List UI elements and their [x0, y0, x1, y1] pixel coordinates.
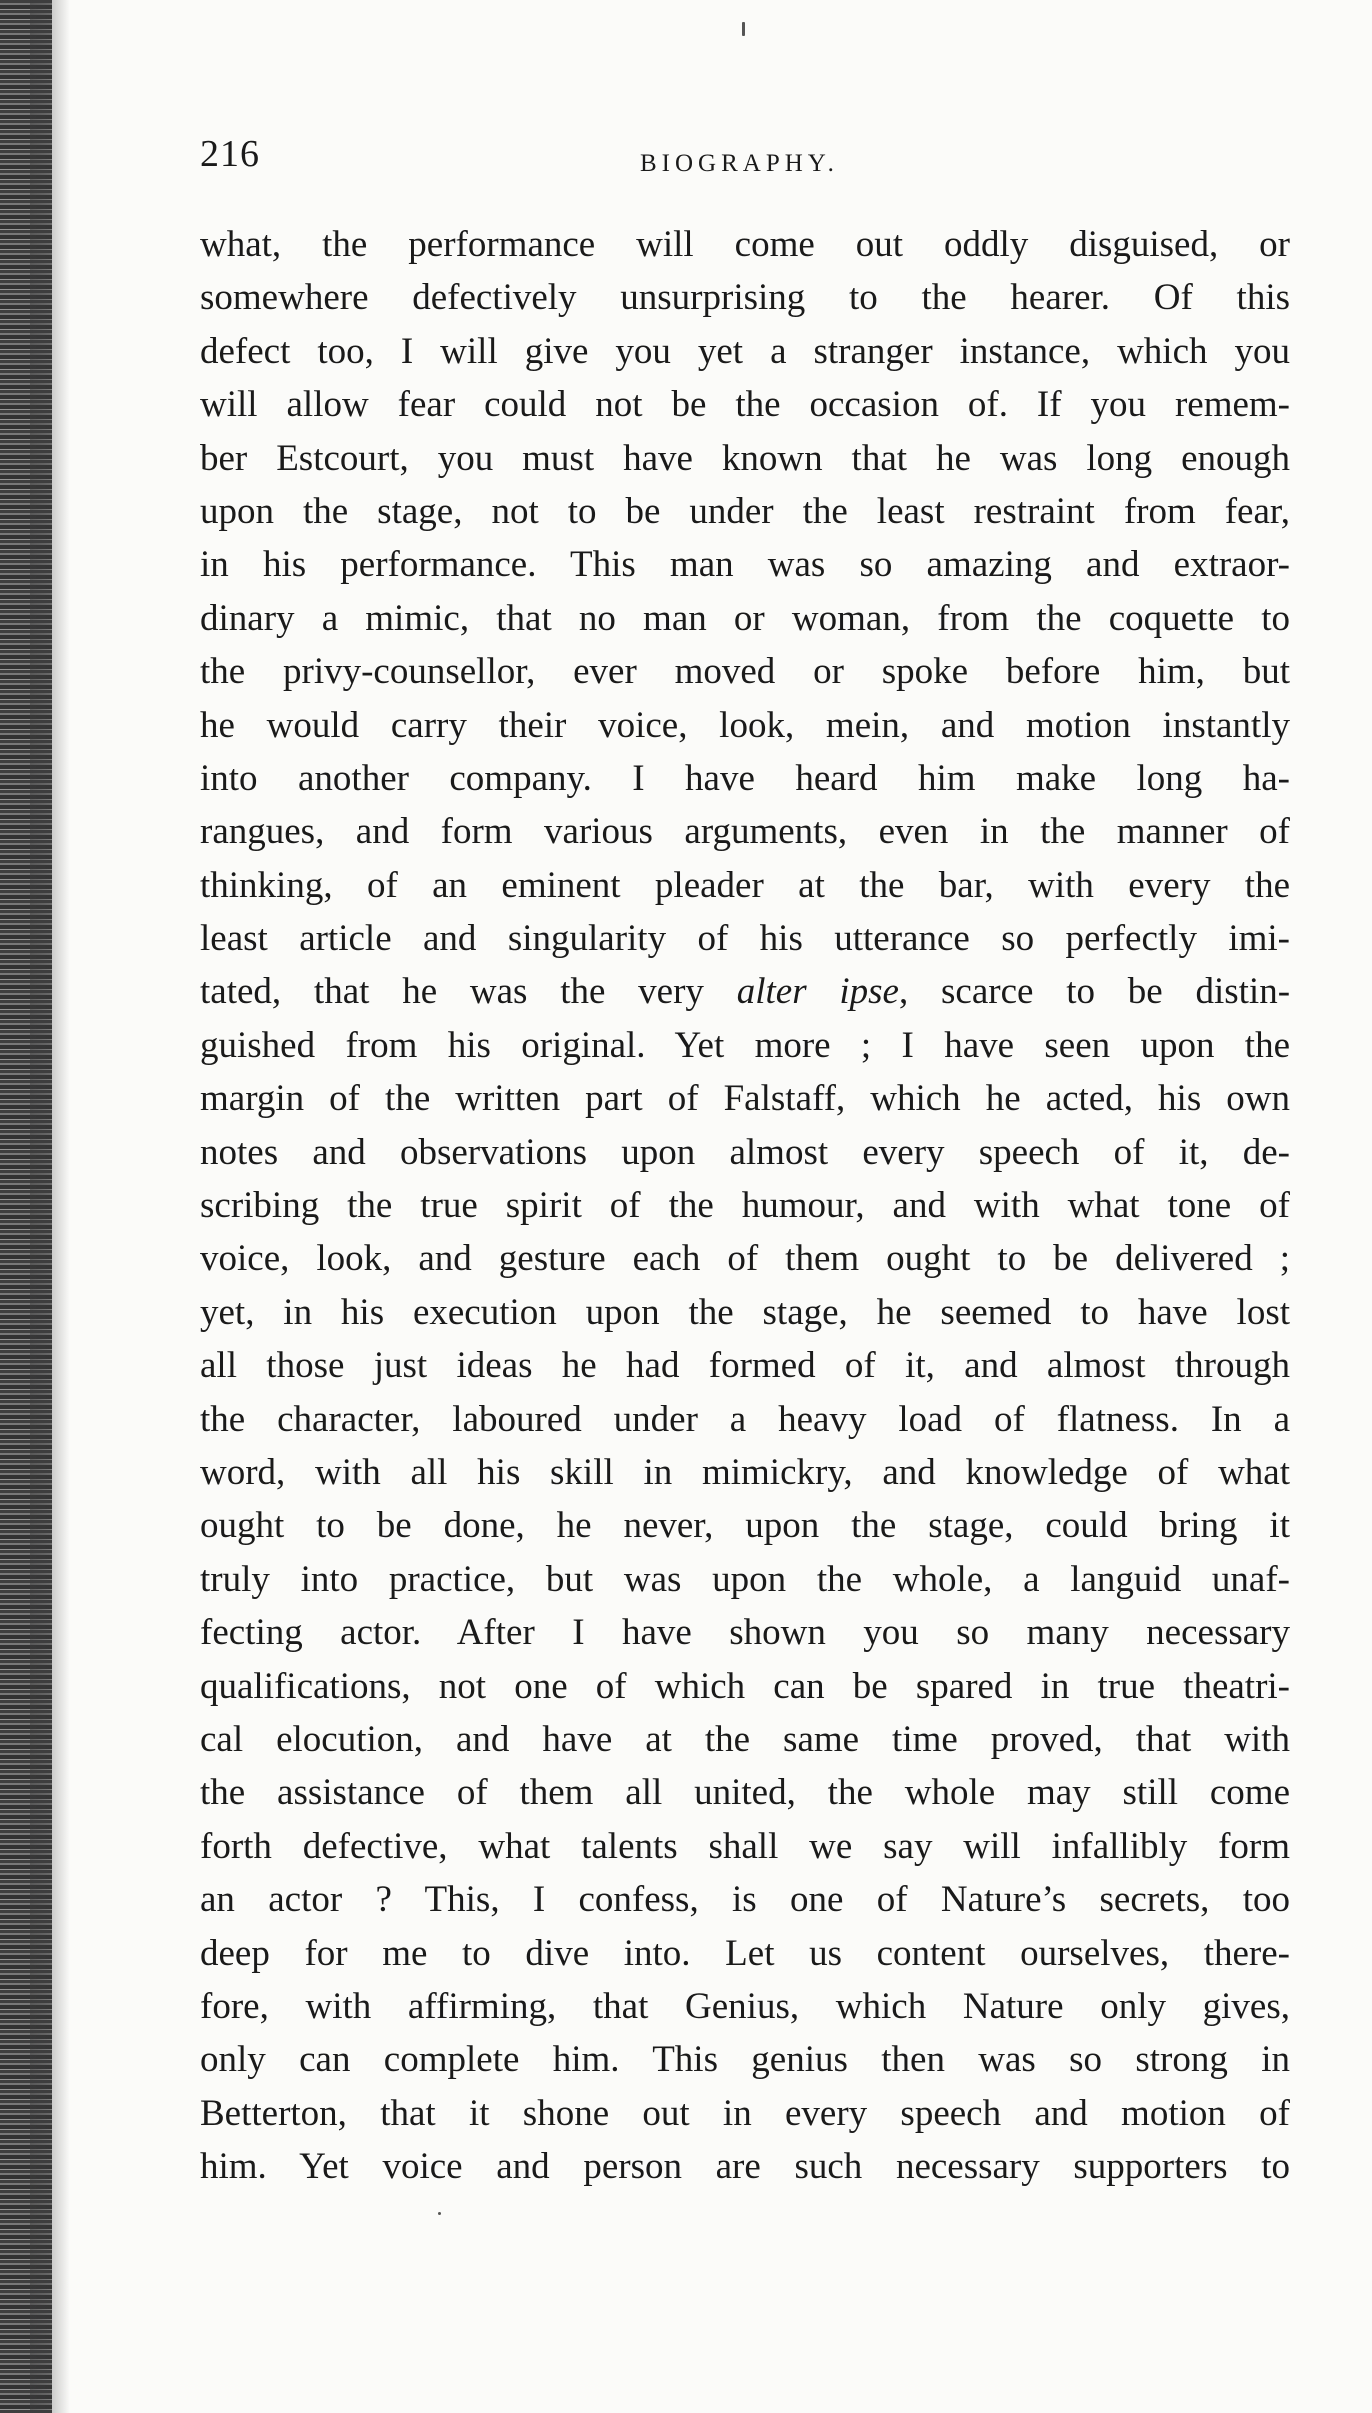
body-text [200, 218, 1290, 2193]
text-line: him. Yet voice and person are such necessary supporters to [200, 2146, 1290, 2188]
text-line: upon the stage, not to be under the least restraint from fear, [200, 490, 1290, 532]
text-line: the character, laboured under a heavy load of flatness. In a [200, 1398, 1290, 1440]
text-line: somewhere defectively unsurprising to the hearer. Of this [200, 277, 1290, 319]
text-line: Betterton, that it shone out in every speech and motion of [200, 2092, 1290, 2134]
text-line: scribing the true spirit of the humour, and with what tone of [200, 1185, 1290, 1227]
text-line: yet, in his execution upon the stage, he seemed to have lost [200, 1291, 1290, 1333]
text-line: least article and singularity of his utterance so perfectly imi- [200, 918, 1290, 960]
text-line: fecting actor. After I have shown you so many necessary [200, 1612, 1290, 1654]
text-line: cal elocution, and have at the same time proved, that with [200, 1718, 1290, 1760]
text-line: qualifications, not one of which can be spared in true theatri- [200, 1665, 1290, 1707]
text-line: word, with all his skill in mimickry, and knowledge of what [200, 1451, 1290, 1493]
text-line: rangues, and form various arguments, even in the manner of [200, 811, 1290, 853]
text-line: into another company. I have heard him make long ha- [200, 757, 1290, 799]
page-number: 216 [200, 133, 260, 175]
text-line: in his performance. This man was so amazing and extraor- [200, 544, 1290, 586]
text-line: dinary a mimic, that no man or woman, from the coquette to [200, 597, 1290, 639]
ink-speck [742, 22, 745, 36]
text-run: , scarce to be distin- [898, 971, 1291, 1013]
text-line: forth defective, what talents shall we say will infallibly form [200, 1825, 1290, 1867]
text-line: only can complete him. This genius then was so strong in [200, 2039, 1290, 2081]
text-line: an actor ? This, I confess, is one of Nature’s secrets, too [200, 1879, 1290, 1921]
running-head: BIOGRAPHY. [640, 150, 839, 177]
text-line: ought to be done, he never, upon the stage, could bring it [200, 1505, 1290, 1547]
text-line: the assistance of them all united, the whole may still come [200, 1772, 1290, 1814]
text-line: the privy-counsellor, ever moved or spoke before him, but [200, 651, 1290, 693]
text-run: tated, that he was the very [200, 971, 737, 1013]
text-line: what, the performance will come out oddly disguised, or [200, 224, 1290, 265]
text-line: guished from his original. Yet more ; I have seen upon the [200, 1024, 1290, 1066]
text-line: notes and observations upon almost every speech of it, de- [200, 1131, 1290, 1173]
text-line: defect too, I will give you yet a stranger instance, which you [200, 330, 1290, 372]
text-line: truly into practice, but was upon the whole, a languid unaf- [200, 1558, 1290, 1600]
text-line: he would carry their voice, look, mein, and motion instantly [200, 704, 1290, 746]
italic-phrase: alter ipse [736, 971, 899, 1013]
text-line: voice, look, and gesture each of them ought to be delivered ; [200, 1238, 1290, 1280]
text-line: all those just ideas he had formed of it, and almost through [200, 1345, 1290, 1387]
text-line: deep for me to dive into. Let us content ourselves, there- [200, 1932, 1290, 1974]
text-line: thinking, of an eminent pleader at the bar, with every the [200, 864, 1290, 906]
text-line: will allow fear could not be the occasion of. If you remem- [200, 384, 1290, 426]
page-header [200, 132, 1300, 182]
binding-shadow [30, 0, 70, 2413]
ink-speck [438, 2212, 441, 2215]
text-line: ber Estcourt, you must have known that he was long enough [200, 437, 1290, 479]
text-line: fore, with affirming, that Genius, which Nature only gives, [200, 1985, 1290, 2027]
text-line [200, 965, 1290, 1018]
text-line: margin of the written part of Falstaff, which he acted, his own [200, 1078, 1290, 1120]
